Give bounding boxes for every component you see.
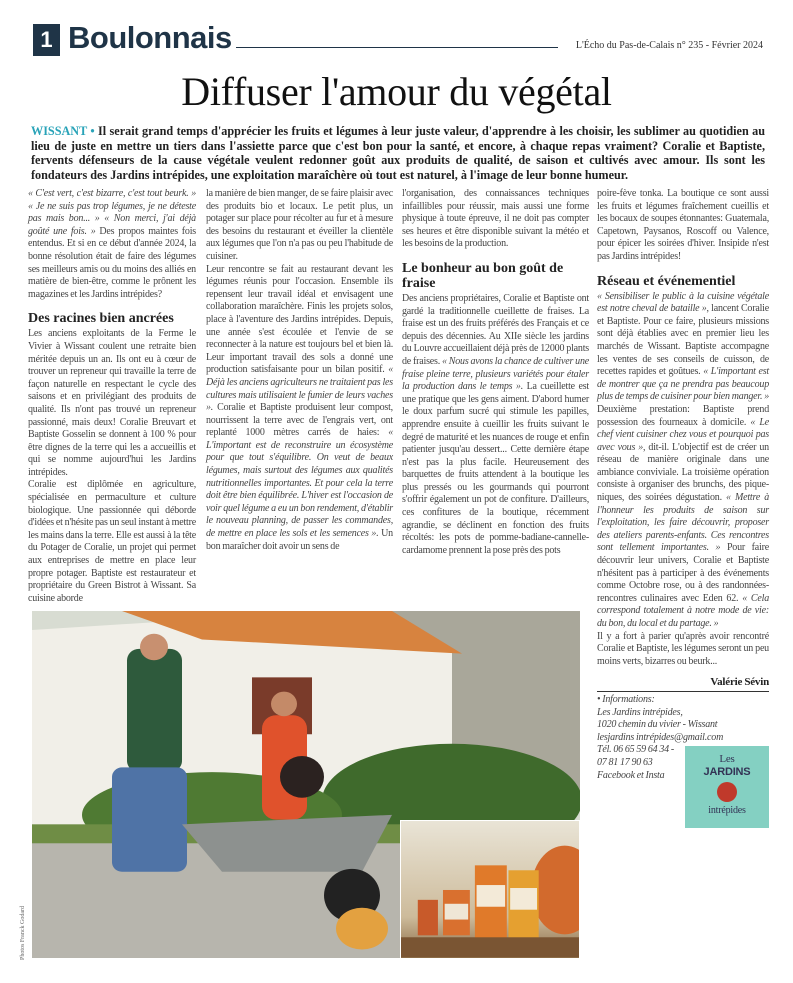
body-text: Deuxième prestation: Baptiste prend possession des fourneaux à domicile. <box>597 403 769 428</box>
article-paragraph <box>206 264 393 554</box>
body-text: l'organisation, des connaissances techniques infaillibles pour réussir, mais aussi une forme physique à toute épreuve, il ne doit pas compter ses heures et être disponible suivant la météo et les besoins de la production. <box>402 188 589 250</box>
body-text: Des propos maintes fois entendus. Et si en ce début d'année 2024, la bonne résolution était de faire des légumes ses meilleurs amis ou du moins des alliés en matière de bien-être, comme le prônent les magazines et les Jardins intrépides? <box>28 225 196 300</box>
info-box <box>597 694 769 828</box>
article-paragraph <box>28 479 196 605</box>
body-text: , lancent Coralie et Baptiste. Pour ce faire, plusieurs missions sont déjà établies avec en premier lieu les marchés de Wissant. Baptiste accompagne les ventes de ses conseils de cuisson, de recettes rapides et goûtues. <box>597 303 769 378</box>
quote-text: « L'important est de montrer que ça ne prendra pas beaucoup plus de temps de cuisiner pour bien manger. » <box>597 366 769 403</box>
lead-text: Il serait grand temps d'apprécier les fruits et légumes à leur juste valeur, d'apprendre à les choisir, les sublimer au quotidien au lieu de juste en mettre un tiers dans l'assiette parce que c'est bon pour la santé, et encore, à chaque repas vraiment? Coralie et Baptiste, fervents défenseurs de la cause végétale veulent redonner goût aux produits de qualité, de saison et cultivés avec amour. Ils sont les fondateurs des Jardins intrépides, une exploitation maraîchère où tout est naturel, à l'image de leur bonne humeur. <box>31 124 765 182</box>
photo-credit: Photos Franck Godard <box>20 906 26 960</box>
info-phone-2: 07 81 17 90 63 <box>597 756 653 768</box>
author-signature: Valérie Sévin <box>597 676 769 692</box>
header-rule <box>236 47 558 48</box>
body-text: Il y a fort à parier qu'après avoir rencontré Coralie et Baptiste, les légumes seront un peu moins verts, bizarres ou beurk... <box>597 630 769 667</box>
body-text: la manière de bien manger, de se faire plaisir avec des produits bio et locaux. Le petit plus, un potager sur place pour récolter au fur et à mesure des besoins du restaurant et éveiller la clientèle aux légumes que l'on n'a pas ou peu l'habitude de cuisiner. <box>206 188 393 262</box>
section-subheading: Réseau et événementiel <box>597 273 736 289</box>
body-text: Un bon maraîcher doit avoir un sens de <box>206 528 393 552</box>
jardins-intrepides-logo <box>685 746 769 828</box>
article-paragraph <box>28 188 196 301</box>
info-contact-row <box>597 744 769 828</box>
article-title: Diffuser l'amour du végétal <box>181 69 612 114</box>
body-text: Pour faire découvrir leur univers, Coralie et Baptiste n'hésitent pas à participer à des événements comme Octobre rose, ou à des randonnées-rencontres culinaires avec Eden 62. <box>597 542 769 604</box>
body-text: Les anciens exploitants de la Ferme le Vivier à Wissant coulent une retraite bien méritée depuis un an. Ils ont eu à cœur de trouver un repreneur qui travaille la terre de façon naturelle en respectant le cycle des saisons et en privilégiant des produits de qualité. Ils n'ont pas trouvé un repreneur passionné, mais deux! Coralie Breuvart et Baptiste Gosselin se donnent à 100 % pour être dignes de la terre qui les a accueillis et qui se nomme aujourd'hui les Jardins intrépides. <box>28 328 196 478</box>
quote-text: « Déjà les anciens agriculteurs ne traitaient pas les cultures mais utilisaient le fumier de leurs vaches ». <box>206 364 393 414</box>
quote-text: « L'important est de reconstruire un écosystème pour que tout s'équilibre. On veut de beaux légumes, mais surtout des légumes aux qualités nutritionnelles importantes. Et pour cela la terre doit être bien équilibrée. L'hiver est l'occasion de voir quel légume a eu un bon rendement, d'établir le nouveau planning, de passer les commandes, de mettre en place les sols et les semences ». <box>206 427 393 540</box>
article-column-3 <box>402 188 589 557</box>
jars-illustration <box>401 821 579 957</box>
article-paragraph <box>597 188 769 264</box>
section-subheading: Le bonheur au bon goût de fraise <box>402 260 564 291</box>
article-column-2 <box>206 188 393 553</box>
body-text: poire-fève tonka. La boutique ce sont aussi les fruits et légumes fraîchement cueillis et les bocaux de soupes étonnantes: Guatemala, Capetown, Paysanos, Roscoff ou Valence, pour épicer les soirées d'hiver. Insipide n'est pas Jardins intrépides! <box>597 188 769 262</box>
article-column-1 <box>28 188 196 605</box>
products-photo <box>400 820 580 959</box>
article-paragraph <box>402 188 589 251</box>
section-subheading: Des racines bien ancrées <box>28 311 174 327</box>
article-column-4 <box>597 188 769 828</box>
publication-info: L'Écho du Pas-de-Calais n° 235 - Février 2024 <box>575 40 763 51</box>
quote-text: « Cela correspond totalement à notre mode de vie: du bon, du local et du partage. » <box>597 592 769 629</box>
body-text: Des anciens propriétaires, Coralie et Baptiste ont gardé la traditionnelle cueillette de fraises. La fraise est un des fruits préférés des Français et ce depuis des décennies. Au XIIe siècle les jardins du Louvre accueillaient déjà près de 12000 plants de fraises. <box>402 292 589 367</box>
quote-text: « Le chef vient cuisiner chez vous et pourquoi pas avec vous » <box>597 416 769 453</box>
lead-kicker: WISSANT • <box>31 124 95 138</box>
body-text: La cueillette est une pratique que les gens aiment. D'abord humer le doux parfum sucré qui stimule les papilles, apprendre ensuite à cueillir les fruits suivant le degré de maturité et les nuances de rouge et enfin patienter jusqu'au dessert... Cette dernière étape n'est pas la plus facile. Heureusement des barquettes de fruits attendent à la boutique les plus pressés ou les gourmands qui pourront s'offrir également un pot de confiture. D'ailleurs, ces confitures de la boutique, récemment agrandie, se déclinent en fonction des fruits récoltés: les pots de pomme-badiane-cannelle-cardamome prennent la pose près des pots <box>402 381 589 556</box>
article-paragraph <box>206 188 393 264</box>
logo-line-2: JARDINS <box>703 765 751 778</box>
page-number: 1 <box>33 24 60 56</box>
body-text: Coralie est diplômée en agriculture, spécialisée en permaculture et culture biologique. Une passionnée qui déborde d'idées et n'hésite pas un seul instant à mettre les mains dans la terre. Elle est aussi à la tête du Potager de Coralie, un projet qui permet aux entreprises de mettre en place leur propre potager. Baptiste est restaurateur et propriétaire du Green Bistrot à Wissant. Sa cuisine aborde <box>28 479 196 604</box>
body-text: Leur rencontre se fait au restaurant devant les légumes réunis pour l'occasion. Ensemble ils repensent leur travail idéal et envisagent une collaboration maraîchère. Finis les projets solos, place à l'aventure des Jardins intrépides. Depuis, une année s'est écoulée et l'envie de se reconnecter à la nature est toujours bel et bien là. Leur important travail des sols a donné une production satisfaisante pour un bilan positif. <box>206 263 393 376</box>
logo-line-1: Les <box>719 753 735 766</box>
quote-text: « Sensibiliser le public à la cuisine végétale est notre cheval de bataille » <box>597 290 769 315</box>
section-title: Boulonnais <box>68 20 232 55</box>
info-social: Facebook et Insta <box>597 769 665 781</box>
article-paragraph <box>597 631 769 669</box>
info-line: Les Jardins intrépides, <box>597 706 683 718</box>
info-contact <box>597 744 674 782</box>
info-address: 1020 chemin du vivier - Wissant <box>597 719 718 731</box>
body-text: , dit-il. L'objectif est de créer un réseau de manière originale dans une ambiance conviviale. La troisième opération consiste à organiser des brunchs, des pique-niques, des soirées dégustation. <box>597 441 769 504</box>
info-heading: • Informations: <box>597 693 655 705</box>
vegetable-icon <box>717 782 737 802</box>
quote-text: « Mettre à l'honneur les produits de saison sur l'exploitation, les faire découvrir, proposer des ateliers parents-enfants. Ces rencontres sont tellement importantes. » <box>597 492 769 554</box>
article-paragraph <box>402 293 589 557</box>
body-text: Coralie et Baptiste produisent leur compost, nourrissent la terre avec de l'engrais vert, ont replanté 1000 mètres carrés de haies: <box>206 402 393 439</box>
info-phone: Tél. 06 65 59 64 34 - <box>597 744 675 756</box>
article-paragraph <box>28 328 196 479</box>
logo-line-3: intrépides <box>708 804 746 816</box>
quote-text: « Nous avons la chance de cultiver une fraise pleine terre, plusieurs variétés pour étaler la production dans le temps ». <box>402 355 589 393</box>
article-lead <box>31 124 765 182</box>
info-email: lesjardins intrépides@gmail.com <box>597 731 724 743</box>
article-paragraph <box>597 291 769 631</box>
quote-text: « C'est vert, c'est bizarre, c'est tout beurk. » « Je ne suis pas trop légumes, je ne déteste pas mais bon... » « Non merci, j'ai déjà goûté une fois. » <box>28 188 196 237</box>
